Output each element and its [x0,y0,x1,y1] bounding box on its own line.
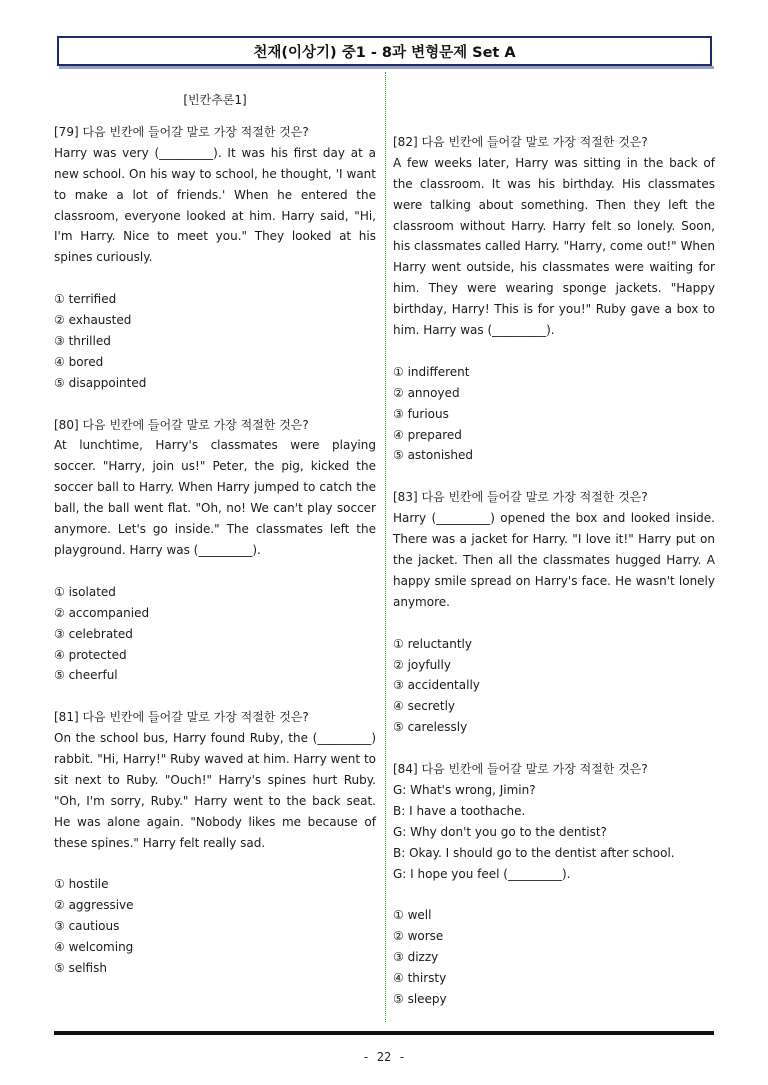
question-passage: Harry was very (_________). It was his first day at a new school. On his way to school, he thought, 'I want to make a lot of friends.' When he entered the classroom, everyone looked at him. Harry said, "Hi, I'm Harry. Nice to meet you." They looked at his spines curiously. [54,145,376,265]
answer-option[interactable]: ② accompanied [54,605,150,620]
question-passage: Harry (_________) opened the box and looked inside. There was a jacket for Harry. "I love it!" Harry put on the jacket. Then all the classmates hugged Harry. A happy smile spread on Harry's face. He wasn't lonely anymore. [393,511,715,609]
column-spacer [393,111,715,132]
answer-option[interactable]: ① isolated [54,584,116,599]
dialogue-line: G: Why don't you go to the dentist? [393,824,607,839]
dialogue-line: B: Okay. I should go to the dentist after school. [393,845,675,860]
answer-option[interactable]: ④ bored [54,354,104,369]
dialogue-line: G: What's wrong, Jimin? [393,782,536,797]
dialogue-line: B: I have a toothache. [393,803,526,818]
answer-options [54,874,376,979]
question-80 [54,415,376,687]
question-passage: On the school bus, Harry found Ruby, the (_________) rabbit. "Hi, Harry!" Ruby waved at him. Harry went to sit next to Ruby. "Ouch!" Harry's spines hurt Ruby. "Oh, I'm sorry, Ruby." Harry went to the back seat. He was alone again. "Nobody likes me because of these spines." Harry felt really sad. [54,731,376,850]
page-number: - 22 - [362,1050,406,1064]
question-84 [393,759,715,1010]
question-prompt: [79] 다음 빈칸에 들어갈 말로 가장 적절한 것은? [54,124,309,139]
section-label: [빈칸추론1] [183,93,247,107]
question-prompt: [81] 다음 빈칸에 들어갈 말로 가장 적절한 것은? [54,710,309,725]
footer-rule [54,1031,714,1035]
answer-option[interactable]: ⑤ disappointed [54,375,147,390]
answer-options [393,634,715,739]
answer-option[interactable]: ② annoyed [393,385,460,400]
question-82 [393,132,715,466]
question-79 [54,122,376,394]
header-shadow [59,66,714,69]
answer-option[interactable]: ① terrified [54,292,117,307]
question-83 [393,487,715,738]
answer-option[interactable]: ① well [393,908,432,923]
question-passage: A few weeks later, Harry was sitting in the back of the classroom. It was his birthday. His classmates were talking about something. Then they left the classroom without Harry. Harry felt so lonely. Soon, his classmates called Harry. "Harry, come out!" When Harry went outside, his classmates were waiting for him. They were wearing sponge jackets. "Happy birthday, Harry! This is for you!" Ruby gave a box to him. Harry was (_________). [393,155,715,338]
answer-options [393,362,715,467]
dialogue-line: G: I hope you feel (_________). [393,866,571,881]
answer-option[interactable]: ⑤ cheerful [54,668,118,683]
answer-option[interactable]: ⑤ astonished [393,448,474,463]
answer-option[interactable]: ⑤ sleepy [393,991,447,1006]
answer-option[interactable]: ⑤ selfish [54,961,107,976]
question-prompt: [82] 다음 빈칸에 들어갈 말로 가장 적절한 것은? [393,134,648,149]
column-spacer [393,90,715,111]
answer-option[interactable]: ④ prepared [393,427,462,442]
answer-option[interactable]: ⑤ carelessly [393,720,468,735]
page-title: 천재(이상기) 중1 - 8과 변형문제 Set A [57,36,712,66]
question-passage: At lunchtime, Harry's classmates were playing soccer. "Harry, join us!" Peter, the pig, kicked the soccer ball to Harry. When Harry jumped to catch the ball, the ball went flat. "Oh, no! We can't play soccer anymore. Let's go inside." The classmates left the playground. Harry was (_________). [54,438,376,557]
answer-option[interactable]: ④ secretly [393,699,455,714]
answer-options [54,582,376,687]
column-divider [385,72,386,1022]
answer-option[interactable]: ④ protected [54,647,127,662]
answer-option[interactable]: ③ furious [393,406,449,421]
answer-option[interactable]: ② aggressive [54,898,134,913]
answer-option[interactable]: ② joyfully [393,657,451,672]
question-prompt: [84] 다음 빈칸에 들어갈 말로 가장 적절한 것은? [393,762,648,777]
answer-option[interactable]: ② worse [393,929,444,944]
answer-options [393,905,715,1010]
answer-option[interactable]: ③ dizzy [393,950,439,965]
answer-option[interactable]: ③ celebrated [54,626,133,641]
question-prompt: [83] 다음 빈칸에 들어갈 말로 가장 적절한 것은? [393,490,648,505]
right-column [393,90,715,1031]
answer-option[interactable]: ① hostile [54,877,109,892]
answer-option[interactable]: ① reluctantly [393,636,472,651]
answer-option[interactable]: ① indifferent [393,364,470,379]
answer-option[interactable]: ④ thirsty [393,971,447,986]
answer-option[interactable]: ④ welcoming [54,940,134,955]
answer-option[interactable]: ② exhausted [54,313,132,328]
question-81 [54,707,376,979]
answer-options [54,289,376,394]
answer-option[interactable]: ③ cautious [54,919,120,934]
answer-option[interactable]: ③ accidentally [393,678,480,693]
answer-option[interactable]: ③ thrilled [54,333,111,348]
left-column [54,90,376,1000]
question-prompt: [80] 다음 빈칸에 들어갈 말로 가장 적절한 것은? [54,417,309,432]
